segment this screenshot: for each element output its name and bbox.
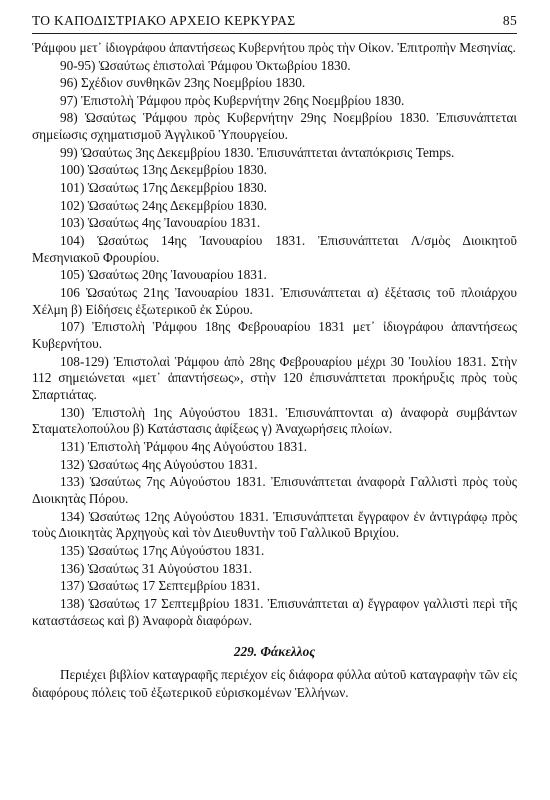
entry-paragraph: 101) Ὡσαύτως 17ης Δεκεμβρίου 1830. — [60, 179, 268, 195]
header-rule — [32, 33, 517, 34]
entry-paragraph: 137) Ὡσαύτως 17 Σεπτεμβρίου 1831. — [60, 578, 261, 594]
entry-paragraph: 135) Ὡσαύτως 17ης Αὐγούστου 1831. — [60, 543, 265, 559]
entry-paragraph: 99) Ὡσαύτως 3ης Δεκεμβρίου 1830. Ἐπισυνάπτεται ἀνταπόκρισις Temps. — [60, 144, 455, 160]
entry-paragraph: 97) Ἐπιστολὴ Ῥάμφου πρὸς Κυβερνήτην 26ης Νοεμβρίου 1830. — [60, 92, 405, 108]
entry-paragraph: 136) Ὡσαύτως 31 Αὐγούστου 1831. — [60, 560, 253, 576]
entry-paragraph: 132) Ὡσαύτως 4ης Αὐγούστου 1831. — [60, 456, 258, 472]
entry-paragraph: 104) Ὡσαύτως 14ης Ἰανουαρίου 1831. Ἐπισυνάπτεται Λ/σμὸς Διοικητοῦ Μεσηνιακοῦ Φρουρίου. — [32, 232, 517, 265]
section-heading: 229. Φάκελλος — [233, 644, 316, 660]
running-title: ΤΟ ΚΑΠΟΔΙΣΤΡΙΑΚΟ ΑΡΧΕΙΟ ΚΕΡΚΥΡΑΣ — [32, 13, 296, 28]
entry-paragraph: 107) Ἐπιστολὴ Ῥάμφου 18ης Φεβρουαρίου 1831 μετ᾽ ἰδιογράφου ἀπαντήσεως Κυβερνήτου. — [32, 319, 517, 351]
running-header — [32, 13, 517, 31]
entry-paragraph: 106 Ὡσαύτως 21ης Ἰανουαρίου 1831. Ἐπισυνάπτεται α) ἐξέτασις τοῦ πλοιάρχου Χέλμη β) Εἰδήσεις ἐξωτερικοῦ ἐκ Σύρου. — [32, 284, 517, 317]
page-number: 85 — [502, 13, 517, 28]
entry-paragraph: 108-129) Ἐπιστολαὶ Ῥάμφου ἀπὸ 28ης Φεβρουαρίου μέχρι 30 Ἰουλίου 1831. Στὴν 112 σημειώνεται «μετ᾽ ἀπαντήσεως», στὴν 120 ἐπισυνάπτεται προκήρυξις πρὸς τοὺς Σπαρτιάτας. — [32, 353, 517, 403]
page-body — [32, 40, 517, 703]
entry-paragraph: 96) Σχέδιον συνθηκῶν 23ης Νοεμβρίου 1830. — [60, 75, 306, 91]
entry-paragraph: 102) Ὡσαύτως 24ης Δεκεμβρίου 1830. — [60, 197, 268, 213]
entry-paragraph: Ῥάμφου μετ᾽ ἰδιογράφου ἀπαντήσεως Κυβερνήτου πρὸς τὴν Οἰκον. Ἐπιτροπὴν Μεσηνίας. — [32, 40, 516, 55]
entry-paragraph: 130) Ἐπιστολὴ 1ης Αὐγούστου 1831. Ἐπισυνάπτονται α) ἀναφορὰ συμβάντων Σταματελοπούλου β) Κατάστασις ἀφίξεως γ) Ἀναχωρήσεις πλοίων. — [32, 404, 517, 437]
entry-paragraph: 133) Ὡσαύτως 7ης Αὐγούστου 1831. Ἐπισυνάπτεται ἀναφορὰ Γαλλιστὶ πρὸς τοὺς Διοικητὰς Πόρου. — [32, 474, 517, 507]
entry-paragraph: 103) Ὡσαύτως 4ης Ἰανουαρίου 1831. — [60, 215, 261, 231]
entry-paragraph: 131) Ἐπιστολὴ Ῥάμφου 4ης Αὐγούστου 1831. — [60, 439, 308, 455]
entry-paragraph: 98) Ὡσαύτως Ῥάμφου πρὸς Κυβερνήτην 29ης Νοεμβρίου 1830. Ἐπισυνάπτεται σημείωσις σχηματισμοῦ Ἀγγλικοῦ Ὑπουργείου. — [32, 110, 517, 143]
entry-paragraph: 134) Ὡσαύτως 12ης Αὐγούστου 1831. Ἐπισυνάπτεται ἔγγραφον ἐν ἀντιγράφῳ πρὸς τοὺς Διοικητὰς Ἀρχηγοὺς καὶ τὸν Διευθυντὴν τοῦ Γαλλικοῦ Βριχίου. — [32, 508, 517, 541]
entry-paragraph: 100) Ὡσαύτως 13ης Δεκεμβρίου 1830. — [60, 162, 268, 178]
entry-paragraph: 138) Ὡσαύτως 17 Σεπτεμβρίου 1831. Ἐπισυνάπτεται α) ἔγγραφον γαλλιστὶ περὶ τῆς καταστάσεως καὶ β) Ἀναφορὰ διαφόρων. — [32, 595, 517, 628]
entry-paragraph: 105) Ὡσαύτως 20ης Ἰανουαρίου 1831. — [60, 267, 267, 283]
folder-description: Περιέχει βιβλίον καταγραφῆς περιέχον εἰς διάφορα φύλλα αὐτοῦ καταγραφὴν τῶν εἰς διαφόρους πόλεις τοῦ ἐξωτερικοῦ εὑρισκομένων Ἑλλήνων. — [32, 667, 517, 701]
entry-paragraph: 90-95) Ὡσαύτως ἐπιστολαὶ Ῥάμφου Ὀκτωβρίου 1830. — [60, 57, 351, 73]
